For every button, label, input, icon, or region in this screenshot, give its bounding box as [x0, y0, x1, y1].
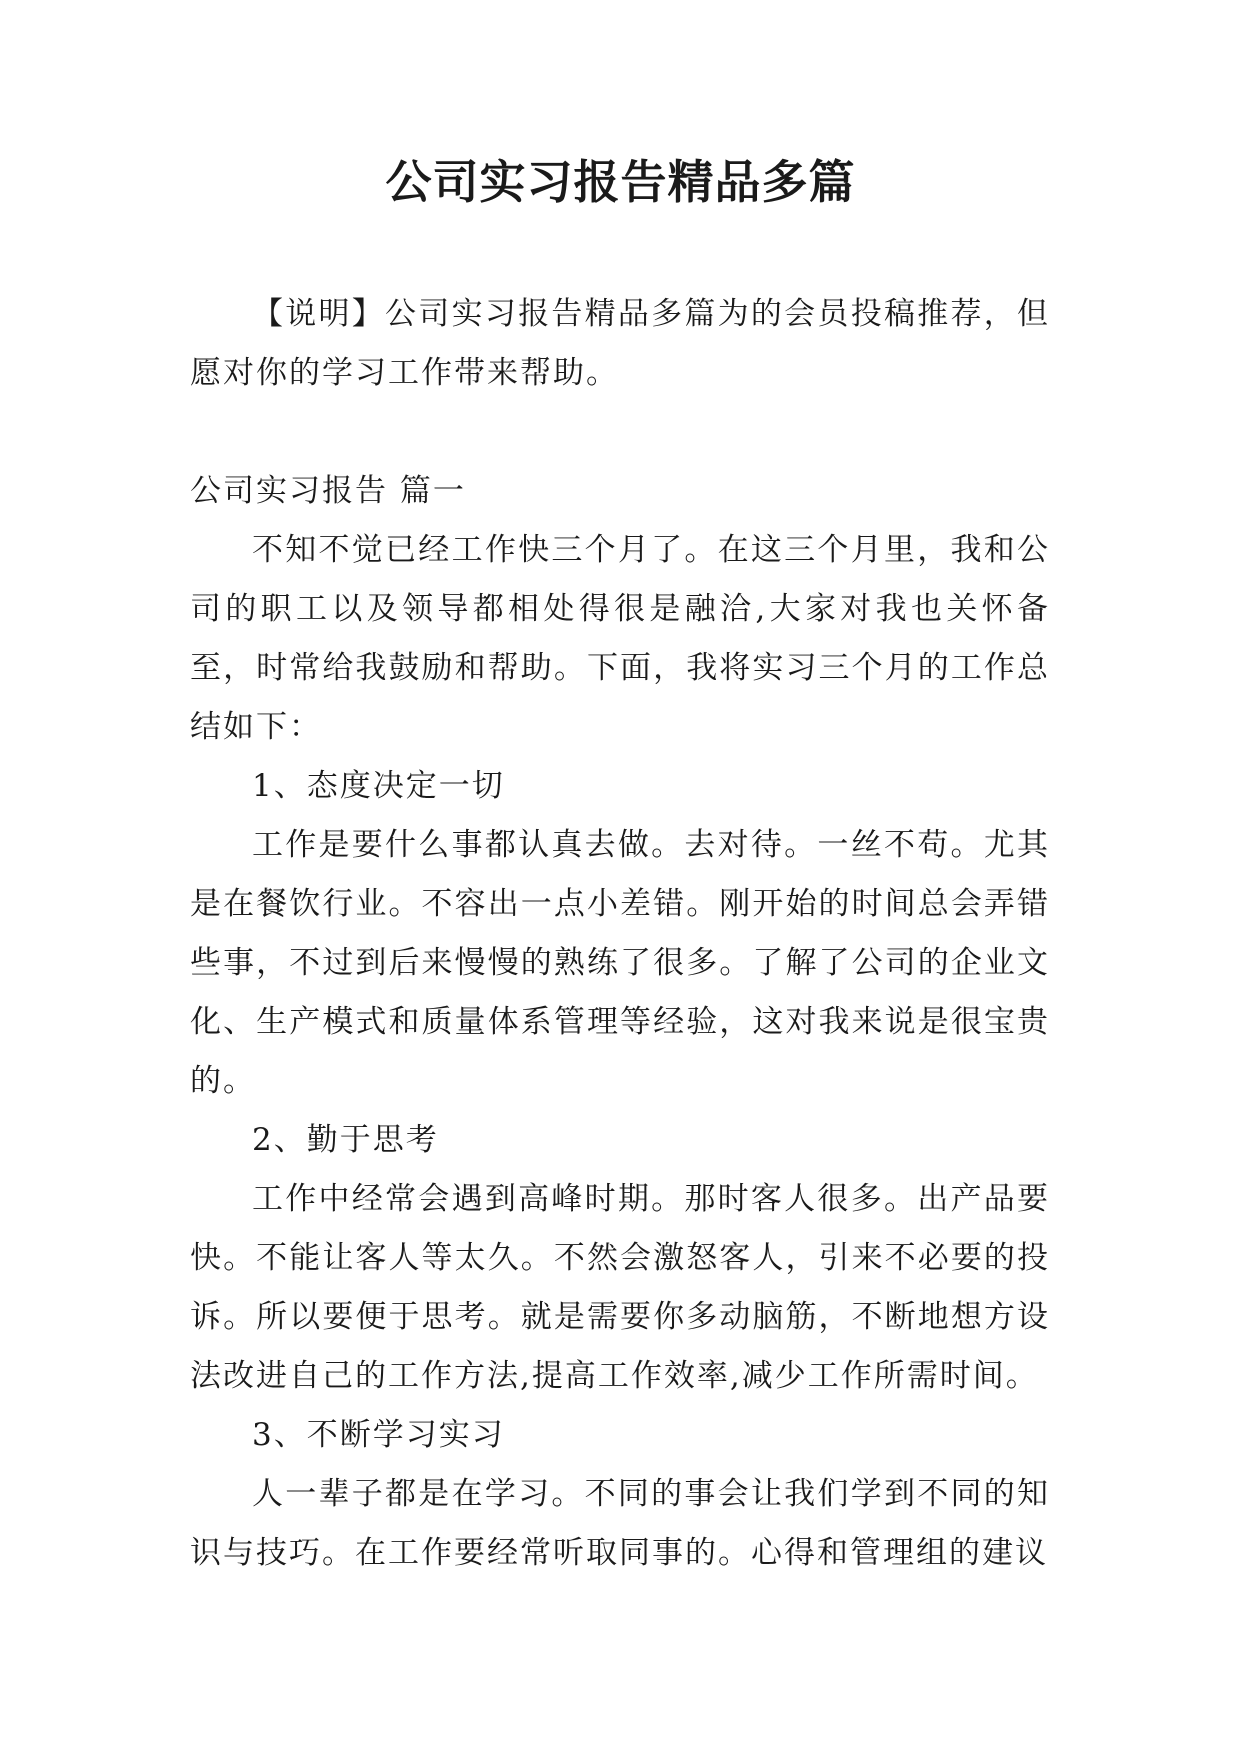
document-body	[190, 285, 1050, 1583]
list-heading-learning: 3、不断学习实习	[252, 1417, 505, 1453]
intro-paragraph: 【说明】公司实习报告精品多篇为的会员投稿推荐，但愿对你的学习工作带来帮助。	[190, 296, 1050, 391]
list-heading-thinking: 2、勤于思考	[252, 1122, 439, 1158]
spacer	[190, 403, 1050, 462]
document-title: 公司实习报告精品多篇	[385, 155, 856, 209]
section-heading: 公司实习报告 篇一	[190, 473, 466, 509]
body-paragraph: 人一辈子都是在学习。不同的事会让我们学到不同的知识与技巧。在工作要经常听取同事的。心得和管理组的建议	[190, 1476, 1050, 1571]
body-paragraph: 不知不觉已经工作快三个月了。在这三个月里，我和公司的职工以及领导都相处得很是融洽,大家对我也关怀备至，时常给我鼓励和帮助。下面，我将实习三个月的工作总结如下：	[190, 532, 1050, 745]
body-paragraph: 工作是要什么事都认真去做。去对待。一丝不苟。尤其是在餐饮行业。不容出一点小差错。刚开始的时间总会弄错些事，不过到后来慢慢的熟练了很多。了解了公司的企业文化、生产模式和质量体系管理等经验，这对我来说是很宝贵的。	[190, 827, 1050, 1099]
list-heading-attitude: 1、态度决定一切	[252, 768, 505, 804]
body-paragraph: 工作中经常会遇到高峰时期。那时客人很多。出产品要快。不能让客人等太久。不然会激怒客人，引来不必要的投诉。所以要便于思考。就是需要你多动脑筋，不断地想方设法改进自己的工作方法,提高工作效率,减少工作所需时间。	[190, 1181, 1050, 1394]
